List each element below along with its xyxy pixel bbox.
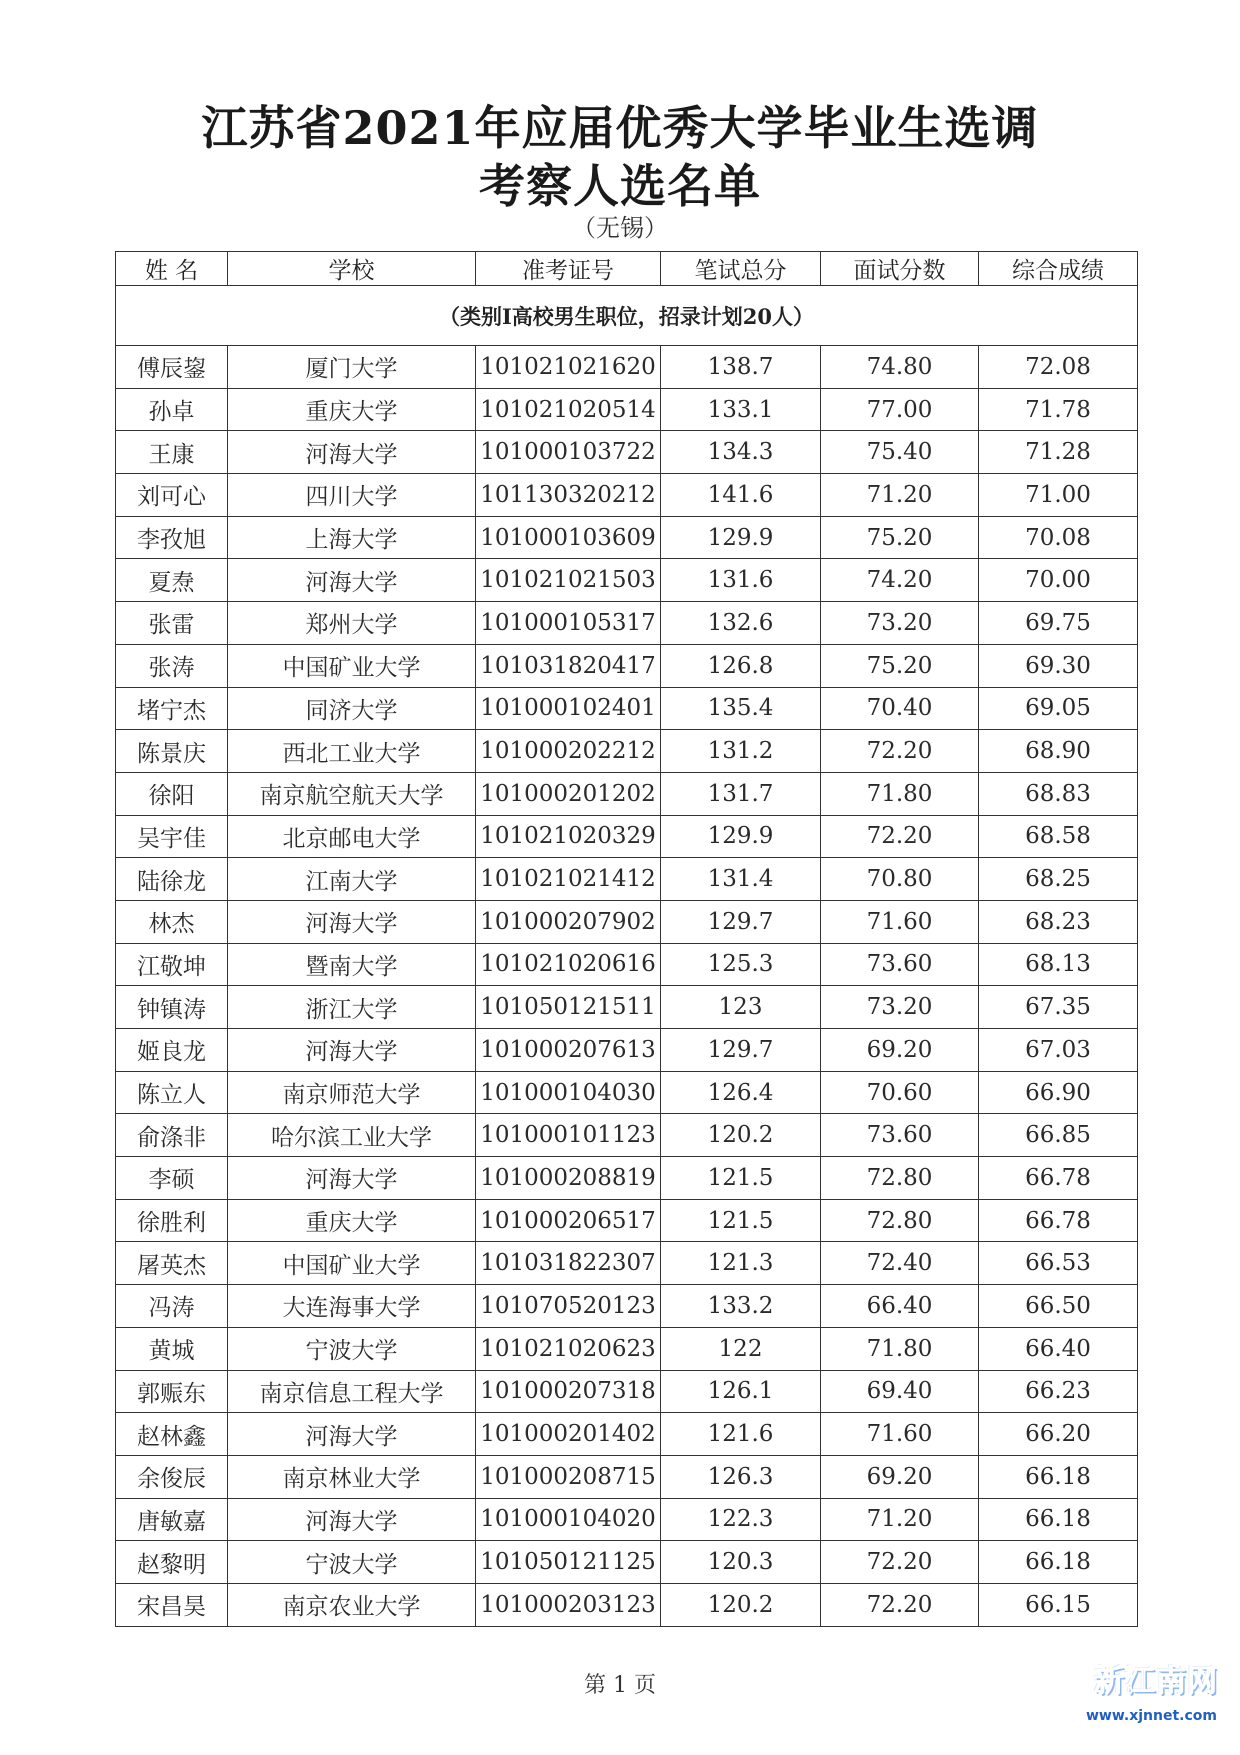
exam-number: 101000101123 — [476, 1114, 661, 1157]
total-score: 67.03 — [979, 1029, 1138, 1072]
watermark-logo — [1080, 1650, 1230, 1750]
school: 河海大学 — [228, 1157, 476, 1200]
total-score: 66.50 — [979, 1285, 1138, 1328]
exam-number: 101000203123 — [476, 1583, 661, 1626]
table-row — [116, 1285, 1138, 1328]
table-row — [116, 559, 1138, 602]
table-row — [116, 1114, 1138, 1157]
candidate-name: 堵宁杰 — [116, 687, 228, 730]
exam-number: 101130320212 — [476, 474, 661, 517]
exam-number: 101021021412 — [476, 858, 661, 901]
interview-score: 72.80 — [821, 1157, 979, 1200]
exam-number: 101050121125 — [476, 1541, 661, 1584]
exam-number: 101000208819 — [476, 1157, 661, 1200]
interview-score: 69.20 — [821, 1455, 979, 1498]
written-score: 133.2 — [661, 1285, 821, 1328]
total-score: 68.58 — [979, 815, 1138, 858]
total-score: 72.08 — [979, 346, 1138, 389]
school: 河海大学 — [228, 431, 476, 474]
interview-score: 71.20 — [821, 1498, 979, 1541]
interview-score: 73.20 — [821, 602, 979, 645]
table-row — [116, 815, 1138, 858]
exam-number: 101000202212 — [476, 730, 661, 773]
table-row — [116, 1455, 1138, 1498]
school: 河海大学 — [228, 900, 476, 943]
interview-score: 70.40 — [821, 687, 979, 730]
exam-number: 101021020616 — [476, 943, 661, 986]
total-score: 69.05 — [979, 687, 1138, 730]
document-subtitle: （无锡） — [572, 214, 668, 242]
total-score: 66.23 — [979, 1370, 1138, 1413]
candidate-name: 孙卓 — [116, 388, 228, 431]
total-score: 70.00 — [979, 559, 1138, 602]
total-score: 70.08 — [979, 516, 1138, 559]
interview-score: 72.40 — [821, 1242, 979, 1285]
school: 浙江大学 — [228, 986, 476, 1029]
interview-score: 72.20 — [821, 1541, 979, 1584]
header-total-score: 综合成绩 — [979, 252, 1138, 286]
exam-number: 101000206517 — [476, 1199, 661, 1242]
candidate-name: 陈景庆 — [116, 730, 228, 773]
interview-score: 75.40 — [821, 431, 979, 474]
interview-score: 70.60 — [821, 1071, 979, 1114]
exam-number: 101000201402 — [476, 1413, 661, 1456]
exam-number: 101021021620 — [476, 346, 661, 389]
header-school: 学校 — [228, 252, 476, 286]
total-score: 66.18 — [979, 1498, 1138, 1541]
interview-score: 73.60 — [821, 943, 979, 986]
category-label: （类别Ⅰ高校男生职位，招录计划20人） — [116, 286, 1138, 346]
total-score: 67.35 — [979, 986, 1138, 1029]
exam-number: 101000104030 — [476, 1071, 661, 1114]
table-row — [116, 730, 1138, 773]
school: 四川大学 — [228, 474, 476, 517]
written-score: 126.3 — [661, 1455, 821, 1498]
document-title-line1: 江苏省2021年应届优秀大学毕业生选调 — [201, 101, 1039, 155]
candidate-name: 宋昌昊 — [116, 1583, 228, 1626]
total-score: 66.85 — [979, 1114, 1138, 1157]
written-score: 123 — [661, 986, 821, 1029]
written-score: 121.3 — [661, 1242, 821, 1285]
total-score: 71.78 — [979, 388, 1138, 431]
school: 河海大学 — [228, 1498, 476, 1541]
candidate-name: 张涛 — [116, 644, 228, 687]
candidate-name: 陈立人 — [116, 1071, 228, 1114]
table-row — [116, 602, 1138, 645]
table-header-row — [116, 252, 1138, 286]
school: 江南大学 — [228, 858, 476, 901]
candidate-name: 黄城 — [116, 1327, 228, 1370]
exam-number: 101000208715 — [476, 1455, 661, 1498]
total-score: 68.90 — [979, 730, 1138, 773]
candidate-name: 郭赈东 — [116, 1370, 228, 1413]
written-score: 120.2 — [661, 1583, 821, 1626]
school: 郑州大学 — [228, 602, 476, 645]
table-row — [116, 858, 1138, 901]
written-score: 131.6 — [661, 559, 821, 602]
school: 宁波大学 — [228, 1327, 476, 1370]
table-row — [116, 687, 1138, 730]
written-score: 134.3 — [661, 431, 821, 474]
school: 同济大学 — [228, 687, 476, 730]
interview-score: 72.20 — [821, 1583, 979, 1626]
candidate-name: 唐敏嘉 — [116, 1498, 228, 1541]
exam-number: 101000201202 — [476, 772, 661, 815]
interview-score: 73.20 — [821, 986, 979, 1029]
table-row — [116, 644, 1138, 687]
total-score: 66.53 — [979, 1242, 1138, 1285]
candidate-name: 李孜旭 — [116, 516, 228, 559]
table-row — [116, 1413, 1138, 1456]
candidate-name: 傅辰鋆 — [116, 346, 228, 389]
total-score: 66.18 — [979, 1455, 1138, 1498]
written-score: 125.3 — [661, 943, 821, 986]
written-score: 126.4 — [661, 1071, 821, 1114]
table-row — [116, 516, 1138, 559]
table-row — [116, 772, 1138, 815]
exam-number: 101050121511 — [476, 986, 661, 1029]
total-score: 66.90 — [979, 1071, 1138, 1114]
interview-score: 71.80 — [821, 772, 979, 815]
exam-number: 101031820417 — [476, 644, 661, 687]
table-row — [116, 1029, 1138, 1072]
candidate-name: 屠英杰 — [116, 1242, 228, 1285]
total-score: 66.15 — [979, 1583, 1138, 1626]
total-score: 69.30 — [979, 644, 1138, 687]
exam-number: 101000207902 — [476, 900, 661, 943]
total-score: 71.28 — [979, 431, 1138, 474]
total-score: 66.78 — [979, 1199, 1138, 1242]
table-row — [116, 900, 1138, 943]
candidate-name: 陆徐龙 — [116, 858, 228, 901]
written-score: 129.9 — [661, 516, 821, 559]
school: 哈尔滨工业大学 — [228, 1114, 476, 1157]
total-score: 68.25 — [979, 858, 1138, 901]
written-score: 121.5 — [661, 1157, 821, 1200]
candidate-name: 冯涛 — [116, 1285, 228, 1328]
header-exam-number: 准考证号 — [476, 252, 661, 286]
interview-score: 71.20 — [821, 474, 979, 517]
written-score: 121.5 — [661, 1199, 821, 1242]
school: 宁波大学 — [228, 1541, 476, 1584]
exam-number: 101000207318 — [476, 1370, 661, 1413]
candidate-name: 王康 — [116, 431, 228, 474]
interview-score: 75.20 — [821, 516, 979, 559]
written-score: 129.7 — [661, 1029, 821, 1072]
interview-score: 72.80 — [821, 1199, 979, 1242]
total-score: 66.78 — [979, 1157, 1138, 1200]
school: 中国矿业大学 — [228, 644, 476, 687]
school: 河海大学 — [228, 1413, 476, 1456]
table-row — [116, 1071, 1138, 1114]
candidate-name: 刘可心 — [116, 474, 228, 517]
interview-score: 71.60 — [821, 1413, 979, 1456]
table-row — [116, 388, 1138, 431]
candidate-name: 赵黎明 — [116, 1541, 228, 1584]
exam-number: 101000102401 — [476, 687, 661, 730]
school: 南京航空航天大学 — [228, 772, 476, 815]
interview-score: 71.80 — [821, 1327, 979, 1370]
exam-number: 101000103722 — [476, 431, 661, 474]
watermark-url: www.xjnnet.com — [1086, 1708, 1217, 1724]
written-score: 129.7 — [661, 900, 821, 943]
header-written-score: 笔试总分 — [661, 252, 821, 286]
written-score: 131.4 — [661, 858, 821, 901]
candidate-name: 姬良龙 — [116, 1029, 228, 1072]
school: 西北工业大学 — [228, 730, 476, 773]
total-score: 66.40 — [979, 1327, 1138, 1370]
written-score: 120.2 — [661, 1114, 821, 1157]
candidate-name: 俞涤非 — [116, 1114, 228, 1157]
exam-number: 101021021503 — [476, 559, 661, 602]
written-score: 132.6 — [661, 602, 821, 645]
candidate-name: 余俊辰 — [116, 1455, 228, 1498]
candidate-name: 徐阳 — [116, 772, 228, 815]
interview-score: 71.60 — [821, 900, 979, 943]
header-name: 姓 名 — [116, 252, 228, 286]
total-score: 68.23 — [979, 900, 1138, 943]
written-score: 131.7 — [661, 772, 821, 815]
school: 南京师范大学 — [228, 1071, 476, 1114]
document-title-line2: 考察人选名单 — [479, 159, 761, 213]
table-row — [116, 1583, 1138, 1626]
exam-number: 101031822307 — [476, 1242, 661, 1285]
candidate-name: 徐胜利 — [116, 1199, 228, 1242]
total-score: 68.83 — [979, 772, 1138, 815]
table-row — [116, 474, 1138, 517]
candidate-name: 吴宇佳 — [116, 815, 228, 858]
table-row — [116, 1157, 1138, 1200]
written-score: 121.6 — [661, 1413, 821, 1456]
category-row — [116, 286, 1138, 346]
exam-number: 101021020514 — [476, 388, 661, 431]
school: 南京信息工程大学 — [228, 1370, 476, 1413]
written-score: 138.7 — [661, 346, 821, 389]
table-row — [116, 943, 1138, 986]
table-row — [116, 1199, 1138, 1242]
candidate-name: 李硕 — [116, 1157, 228, 1200]
exam-number: 101000103609 — [476, 516, 661, 559]
candidate-name: 张雷 — [116, 602, 228, 645]
interview-score: 72.20 — [821, 815, 979, 858]
table-row — [116, 1370, 1138, 1413]
written-score: 122 — [661, 1327, 821, 1370]
total-score: 66.20 — [979, 1413, 1138, 1456]
candidate-name: 钟镇涛 — [116, 986, 228, 1029]
school: 重庆大学 — [228, 1199, 476, 1242]
table-row — [116, 1327, 1138, 1370]
total-score: 68.13 — [979, 943, 1138, 986]
exam-number: 101000207613 — [476, 1029, 661, 1072]
watermark-logo-text: 新江南网 — [1094, 1664, 1218, 1699]
interview-score: 74.20 — [821, 559, 979, 602]
written-score: 141.6 — [661, 474, 821, 517]
written-score: 133.1 — [661, 388, 821, 431]
candidate-table — [115, 251, 1138, 1627]
school: 厦门大学 — [228, 346, 476, 389]
table-row — [116, 431, 1138, 474]
interview-score: 70.80 — [821, 858, 979, 901]
interview-score: 72.20 — [821, 730, 979, 773]
total-score: 66.18 — [979, 1541, 1138, 1584]
page-number: 第 1 页 — [584, 1673, 656, 1698]
school: 中国矿业大学 — [228, 1242, 476, 1285]
school: 上海大学 — [228, 516, 476, 559]
school: 南京农业大学 — [228, 1583, 476, 1626]
candidate-name: 林杰 — [116, 900, 228, 943]
interview-score: 69.20 — [821, 1029, 979, 1072]
school: 重庆大学 — [228, 388, 476, 431]
total-score: 69.75 — [979, 602, 1138, 645]
table-row — [116, 346, 1138, 389]
school: 大连海事大学 — [228, 1285, 476, 1328]
school: 南京林业大学 — [228, 1455, 476, 1498]
total-score: 71.00 — [979, 474, 1138, 517]
candidate-name: 江敬坤 — [116, 943, 228, 986]
exam-number: 101021020329 — [476, 815, 661, 858]
exam-number: 101021020623 — [476, 1327, 661, 1370]
school: 河海大学 — [228, 559, 476, 602]
exam-number: 101000104020 — [476, 1498, 661, 1541]
written-score: 126.1 — [661, 1370, 821, 1413]
table-row — [116, 1541, 1138, 1584]
written-score: 131.2 — [661, 730, 821, 773]
school: 北京邮电大学 — [228, 815, 476, 858]
table-row — [116, 1498, 1138, 1541]
written-score: 129.9 — [661, 815, 821, 858]
table-row — [116, 986, 1138, 1029]
candidate-name: 夏焘 — [116, 559, 228, 602]
candidate-name: 赵林鑫 — [116, 1413, 228, 1456]
written-score: 135.4 — [661, 687, 821, 730]
school: 暨南大学 — [228, 943, 476, 986]
interview-score: 77.00 — [821, 388, 979, 431]
written-score: 120.3 — [661, 1541, 821, 1584]
interview-score: 75.20 — [821, 644, 979, 687]
written-score: 126.8 — [661, 644, 821, 687]
interview-score: 73.60 — [821, 1114, 979, 1157]
school: 河海大学 — [228, 1029, 476, 1072]
interview-score: 69.40 — [821, 1370, 979, 1413]
interview-score: 74.80 — [821, 346, 979, 389]
written-score: 122.3 — [661, 1498, 821, 1541]
exam-number: 101000105317 — [476, 602, 661, 645]
exam-number: 101070520123 — [476, 1285, 661, 1328]
table-row — [116, 1242, 1138, 1285]
header-interview-score: 面试分数 — [821, 252, 979, 286]
interview-score: 66.40 — [821, 1285, 979, 1328]
